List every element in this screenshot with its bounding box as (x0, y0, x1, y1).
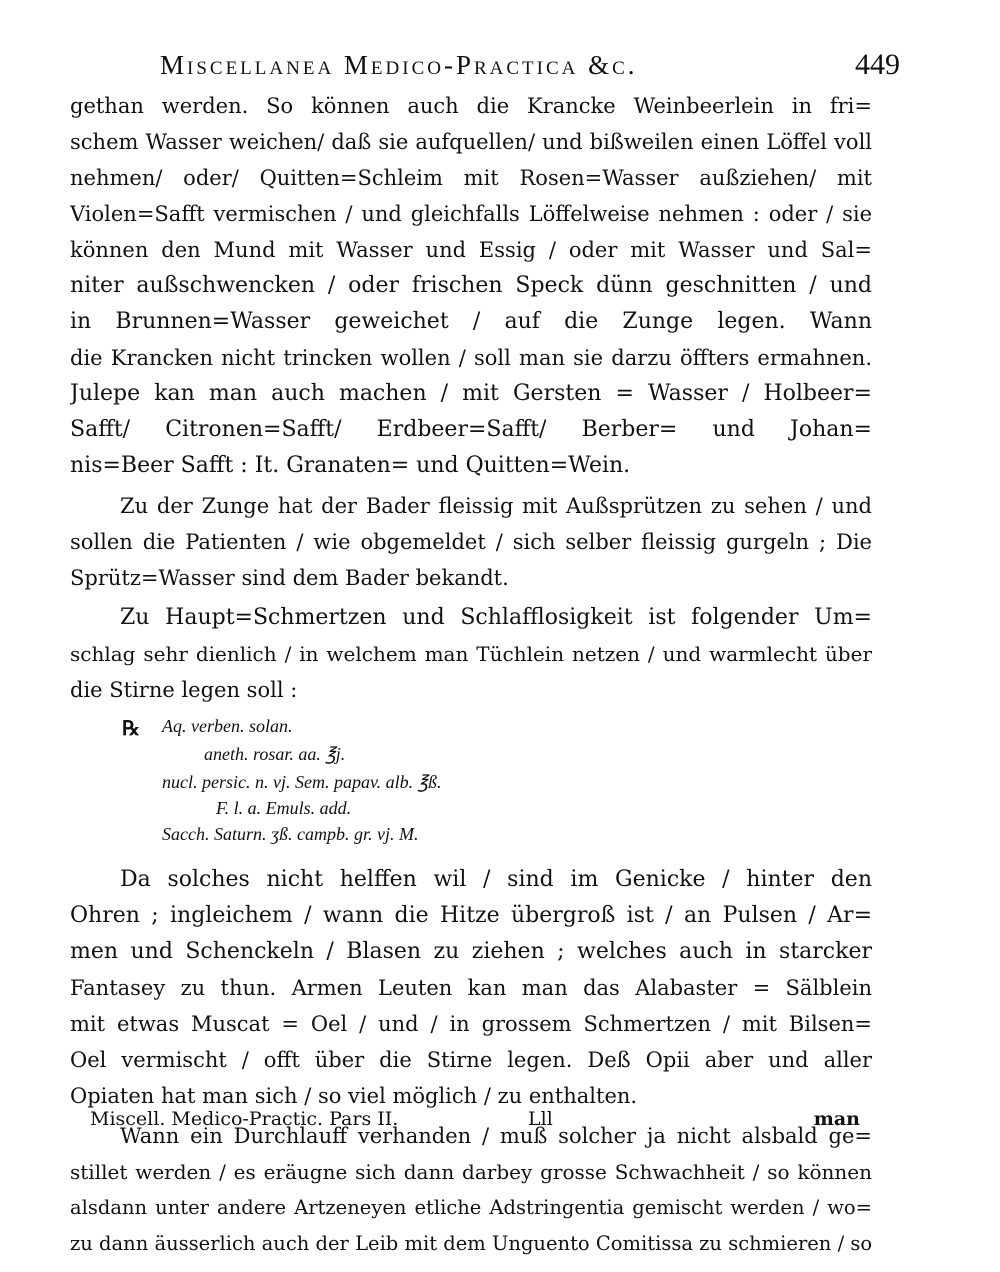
recipe-line: Aq. verben. solan. (162, 716, 293, 736)
text-line: schem Wasser weichen/ daß sie aufquellen/ und bißweilen einen Löffel voll (70, 130, 872, 154)
text-line: Fantasey zu thun. Armen Leuten kan man das Alabaster = Sälblein (70, 976, 872, 1000)
text-line: nehmen/ oder/ Quitten=Schleim mit Rosen=Wasser außziehen/ mit (70, 166, 872, 190)
text-line: Ohren ; ingleichem / wann die Hitze übergroß ist / an Pulsen / Ar= (70, 903, 872, 928)
page-number: 449 (855, 48, 900, 81)
text-line: gethan werden. So können auch die Krancke Weinbeerlein in fri= (70, 94, 872, 118)
paragraph-tongue-care (70, 488, 872, 596)
text-line: alsdann unter andere Artzeneyen etliche Adstringentia gemischt werden / wo= (70, 1196, 872, 1219)
paragraph-headache-poultice (70, 600, 872, 708)
text-line: zu dann äusserlich auch der Leib mit dem Unguento Comitissa zu schmieren / so (70, 1232, 872, 1255)
running-title: Miscellanea Medico-Practica &c. (160, 50, 638, 80)
text-line: men und Schenckeln / Blasen zu ziehen ; welches auch in starcker (70, 939, 872, 964)
text-line: mit etwas Muscat = Oel / und / in grossem Schmertzen / mit Bilsen= (70, 1012, 872, 1036)
recipe-line: F. l. a. Emuls. add. (216, 798, 352, 818)
text-line: die Stirne legen soll : (70, 678, 298, 702)
text-line: Oel vermischt / offt über die Stirne legen. Deß Opii aber und aller (70, 1048, 872, 1072)
recipe-line: Sacch. Saturn. ʒß. campb. gr. vj. M. (162, 824, 419, 844)
running-header (160, 50, 900, 90)
text-line: Safft/ Citronen=Safft/ Erdbeer=Safft/ Berber= und Johan= (70, 417, 872, 442)
text-line: sollen die Patienten / wie obgemeldet / sich selber fleissig gurgeln ; Die (70, 530, 872, 554)
text-line: Opiaten hat man sich / so viel möglich / zu enthalten. (70, 1084, 638, 1108)
recipe-symbol: ℞ (122, 718, 140, 740)
paragraph-cooling-remedies (70, 88, 872, 484)
page-footer (90, 1108, 860, 1144)
text-line: nis=Beer Safft : It. Granaten= und Quitten=Wein. (70, 453, 631, 478)
text-line: in Brunnen=Wasser geweichet / auf die Zunge legen. Wann (70, 309, 872, 334)
catchword: man (813, 1108, 860, 1130)
prescription (70, 708, 872, 848)
text-line: stillet werden / es eräugne sich dann darbey grosse Schwachheit / so können (70, 1160, 872, 1184)
paragraph-blisters (70, 862, 872, 1114)
signature-mark: Lll (528, 1108, 553, 1130)
main-text (70, 88, 872, 1262)
text-line: Violen=Safft vermischen / und gleichfalls Löffelweise nehmen : oder / sie (70, 202, 872, 226)
text-line: Sprütz=Wasser sind dem Bader bekandt. (70, 566, 509, 590)
text-line: Wann ein Durchlauff verhanden / muß solcher ja nicht alsbald ge= (120, 1124, 872, 1148)
text-line: Zu der Zunge hat der Bader fleissig mit Außsprützen zu sehen / und (120, 494, 872, 518)
text-line: schlag sehr dienlich / in welchem man Tüchlein netzen / und warmlecht über (70, 642, 872, 666)
signature-title: Miscell. Medico-Practic. Pars II. (90, 1108, 399, 1130)
text-line: die Krancken nicht trincken wollen / soll man sie darzu öffters ermahnen. (70, 346, 872, 370)
text-line: Zu Haupt=Schmertzen und Schlafflosigkeit ist folgender Um= (120, 605, 872, 630)
recipe-line: nucl. persic. n. vj. Sem. papav. alb. ℥ß. (162, 772, 442, 792)
recipe-line: aneth. rosar. aa. ℥j. (204, 744, 346, 764)
text-line: können den Mund mit Wasser und Essig / oder mit Wasser und Sal= (70, 238, 872, 262)
text-line: niter außschwencken / oder frischen Speck dünn geschnitten / und (70, 273, 872, 298)
text-line: Julepe kan man auch machen / mit Gersten = Wasser / Holbeer= (70, 381, 872, 406)
text-line: Da solches nicht helffen wil / sind im Genicke / hinter den (120, 867, 872, 892)
